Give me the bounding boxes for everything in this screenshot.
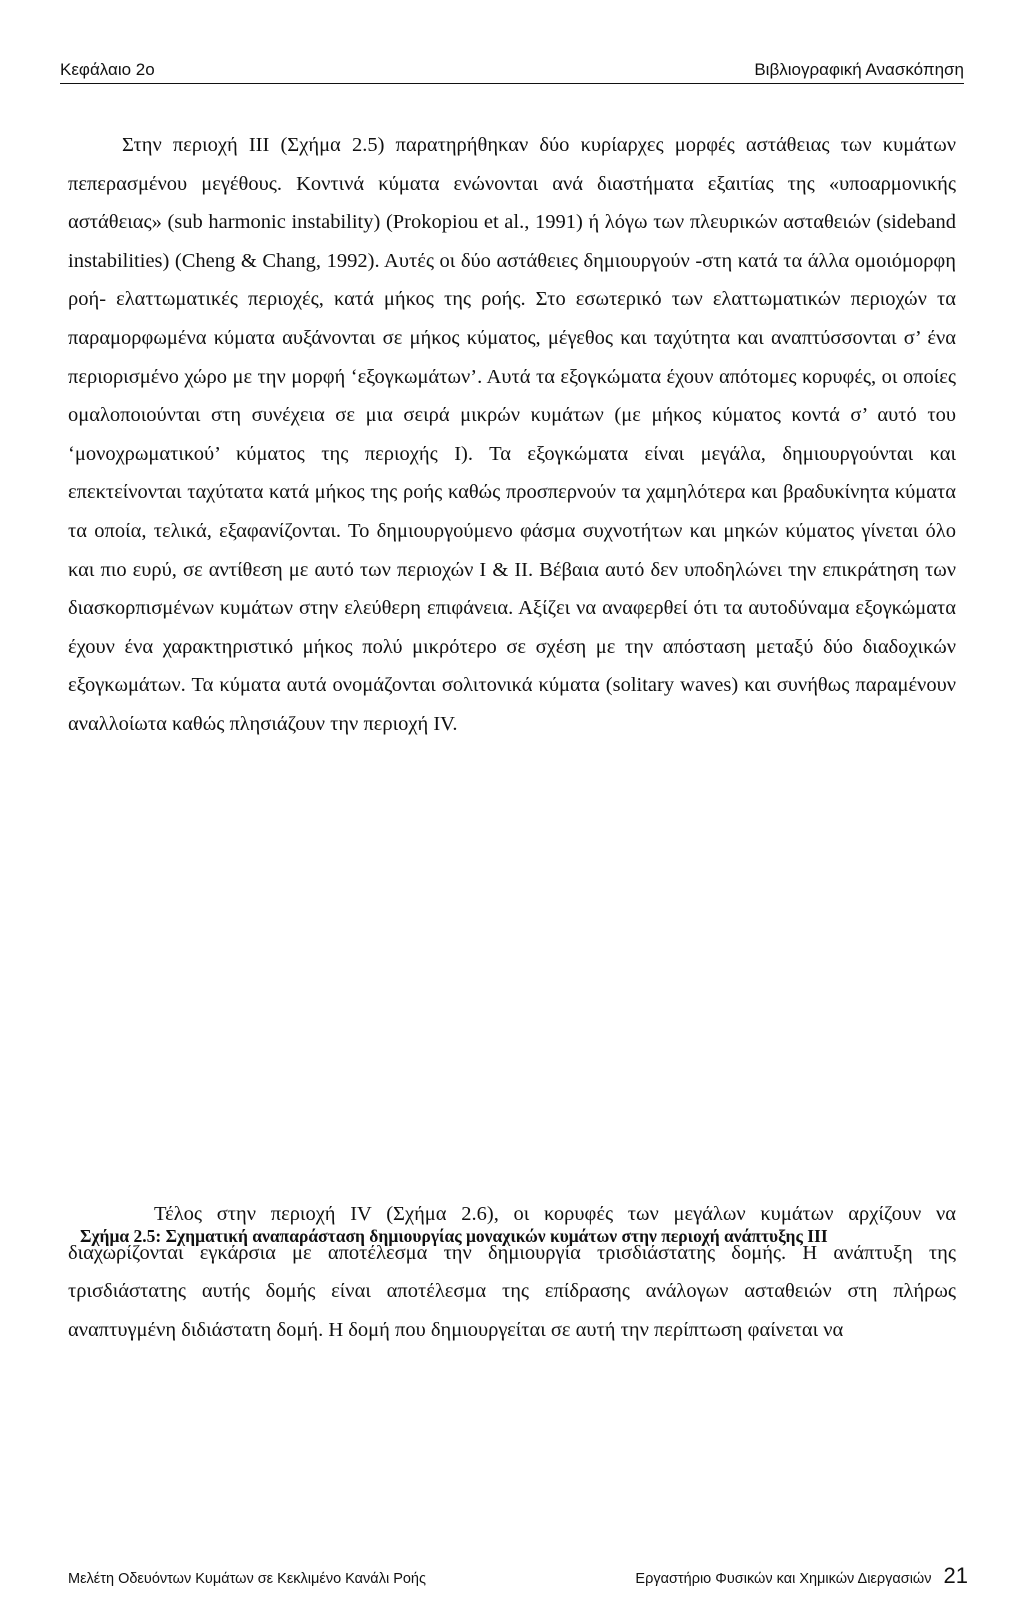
body-paragraph-2: Τέλος στην περιοχή IV (Σχήμα 2.6), οι κορυφές των μεγάλων κυμάτων αρχίζουν να διαχωρίζονται εγκάρσια με αποτέλεσμα την δημιουργία τρισδιάστατης δομής. Η ανάπτυξη της τρισδιάστατης αυτής δομής είναι αποτέλεσμα της επίδρασης ανάλογων ασταθειών στη πλήρως αναπτυγμένη διδιάστατη δομή. Η δομή που δημιουργείται σε αυτή την περίπτωση φαίνεται να (68, 1203, 956, 1341)
page-header (60, 60, 964, 84)
footer-thesis-title: Μελέτη Οδευόντων Κυμάτων σε Κεκλιμένο Κανάλι Ροής (68, 1571, 426, 1587)
page-number: 21 (943, 1563, 968, 1588)
body-paragraph-1: Στην περιοχή ΙΙΙ (Σχήμα 2.5) παρατηρήθηκαν δύο κυρίαρχες μορφές αστάθειας των κυμάτων πεπερασμένου μεγέθους. Κοντινά κύματα ενώνονται ανά διαστήματα εξαιτίας της «υποαρμονικής αστάθειας» (sub harmonic instability) (Prokopiou et al., 1991) ή λόγω των πλευρικών ασταθειών (sideband instabilities) (Cheng & Chang, 1992). Αυτές οι δύο αστάθειες δημιουργούν -στη κατά τα άλλα ομοιόμορφη ροή- ελαττωματικές περιοχές, κατά μήκος της ροής. Στο εσωτερικό των ελαττωματικών περιοχών τα παραμορφωμένα κύματα αυξάνονται σε μήκος κύματος, μέγεθος και ταχύτητα και αναπτύσσονται σ’ ένα περιορισμένο χώρο με την μορφή ‘εξογκωμάτων’. Αυτά τα εξογκώματα έχουν απότομες κορυφές, οι οποίες ομαλοποιούνται στη συνέχεια σε μια σειρά μικρών κυμάτων (με μήκος κύματος κοντά σ’ αυτό του ‘μονοχρωματικού’ κύματος της περιοχής Ι). Τα εξογκώματα είναι μεγάλα, δημιουργούνται και επεκτείνονται ταχύτατα κατά μήκος της ροής καθώς προσπερνούν τα χαμηλότερα και βραδυκίνητα κύματα τα οποία, τελικά, εξαφανίζονται. Το δημιουργούμενο φάσμα συχνοτήτων και μηκών κύματος γίνεται όλο και πιο ευρύ, σε αντίθεση με αυτό των περιοχών Ι & ΙΙ. Βέβαια αυτό δεν υποδηλώνει την επικράτηση των διασκορπισμένων κυμάτων στην ελεύθερη επιφάνεια. Αξίζει να αναφερθεί ότι τα αυτοδύναμα εξογκώματα έχουν ένα χαρακτηριστικό μήκος πολύ μικρότερο σε σχέση με την απόσταση μεταξύ δύο διαδοχικών εξογκωμάτων. Τα κύματα αυτά ονομάζονται σολιτονικά κύματα (solitary waves) και συνήθως παραμένουν αναλλοίωτα καθώς πλησιάζουν την περιοχή IV. (68, 134, 956, 735)
page-footer (68, 1565, 968, 1587)
footer-lab-name: Εργαστήριο Φυσικών και Χημικών Διεργασιών (635, 1571, 932, 1587)
section-title: Βιβλιογραφική Ανασκόπηση (754, 60, 964, 79)
chapter-title: Κεφάλαιο 2ο (60, 60, 155, 79)
figure-caption: Σχήμα 2.5: Σχηματική αναπαράσταση δημιουργίας μοναχικών κυμάτων στην περιοχή ανάπτυξης ΙΙΙ (80, 1226, 828, 1246)
footer-right (635, 1565, 968, 1587)
figure-area (68, 860, 956, 1200)
